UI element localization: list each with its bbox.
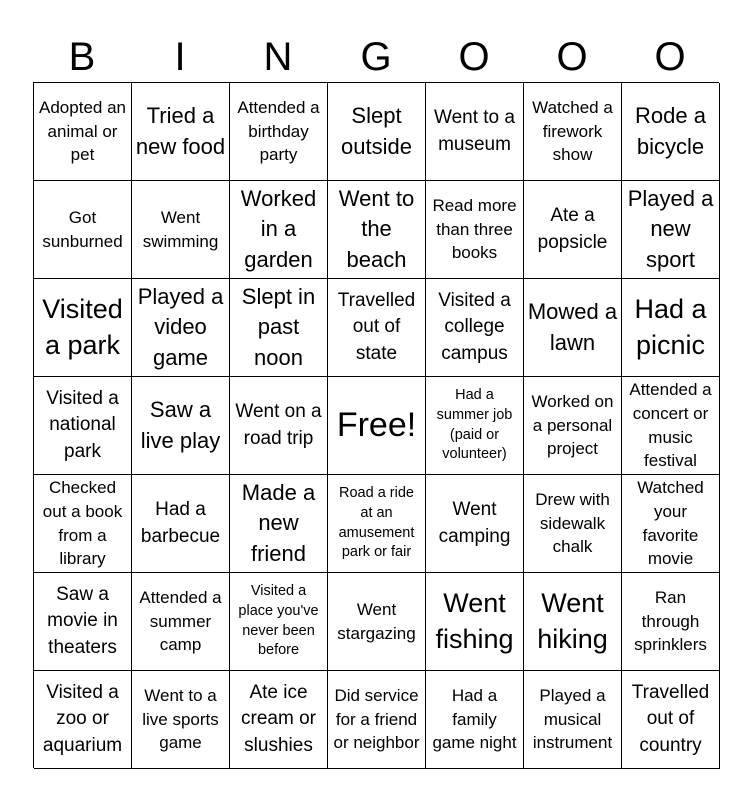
bingo-cell[interactable] [524, 475, 622, 573]
bingo-cell-text: Watched your favorite movie [637, 477, 704, 569]
bingo-cell[interactable] [132, 475, 230, 573]
bingo-cell[interactable] [34, 83, 132, 181]
bingo-cell[interactable] [524, 279, 622, 377]
bingo-cell[interactable] [132, 377, 230, 475]
bingo-cell-text: Attended a birthday party [237, 97, 320, 165]
bingo-cell[interactable] [230, 83, 328, 181]
bingo-header [33, 32, 719, 82]
bingo-cell[interactable] [426, 573, 524, 671]
bingo-cell[interactable] [34, 377, 132, 475]
bingo-cell-text: Watched a firework show [532, 97, 613, 165]
bingo-cell[interactable] [328, 83, 426, 181]
bingo-cell-text: Went camping [438, 498, 511, 547]
bingo-cell-text: Ate ice cream or slushies [241, 681, 316, 756]
bingo-cell[interactable] [524, 83, 622, 181]
header-letter: G [360, 35, 392, 79]
bingo-cell[interactable] [524, 671, 622, 769]
bingo-cell[interactable] [230, 279, 328, 377]
bingo-cell[interactable] [426, 377, 524, 475]
bingo-cell-text: Road a ride at an amusement park or fair [338, 485, 415, 561]
bingo-cell-text: Played a new sport [627, 185, 714, 272]
bingo-cell-text: Tried a new food [135, 103, 226, 159]
bingo-cell-text: Got sunburned [42, 207, 123, 251]
bingo-cell-text: Travelled out of country [631, 681, 710, 756]
bingo-cell-text: Had a family game night [432, 685, 517, 753]
bingo-cell-text: Free! [336, 406, 417, 445]
header-letter: N [263, 35, 293, 79]
bingo-cell-text: Went stargazing [337, 599, 416, 643]
bingo-cell[interactable] [622, 377, 720, 475]
bingo-cell-text: Went swimming [142, 207, 219, 251]
bingo-cell-text: Attended a summer camp [139, 587, 222, 655]
bingo-cell-text: Worked on a personal project [531, 391, 614, 459]
bingo-cell[interactable] [622, 475, 720, 573]
bingo-cell-text: Went to a live sports game [142, 685, 219, 753]
bingo-cell-text: Saw a live play [140, 397, 221, 453]
bingo-cell[interactable] [132, 279, 230, 377]
bingo-cell-text: Slept outside [341, 103, 412, 159]
bingo-cell-text: Read more than three books [432, 195, 517, 263]
bingo-cell[interactable] [622, 671, 720, 769]
bingo-cell[interactable] [524, 181, 622, 279]
bingo-cell[interactable] [34, 475, 132, 573]
bingo-cell-text: Worked in a garden [240, 185, 317, 272]
bingo-cell-text: Did service for a friend or neighbor [333, 685, 420, 753]
bingo-cell-text: Mowed a lawn [527, 299, 618, 355]
bingo-cell[interactable] [622, 279, 720, 377]
bingo-cell[interactable] [426, 671, 524, 769]
bingo-cell-text: Rode a bicycle [635, 103, 706, 159]
bingo-cell-text: Had a barbecue [140, 498, 221, 547]
bingo-cell-text: Went fishing [435, 587, 514, 654]
bingo-cell[interactable] [622, 573, 720, 671]
bingo-cell[interactable] [328, 279, 426, 377]
bingo-cell-text: Attended a concert or music festival [629, 379, 712, 471]
bingo-cell-text: Went to a museum [434, 106, 515, 155]
bingo-cell-text: Had a summer job (paid or volunteer) [436, 387, 513, 463]
header-letter: B [68, 35, 96, 79]
bingo-cell[interactable] [328, 475, 426, 573]
bingo-cell-text: Ate a popsicle [537, 204, 608, 253]
bingo-cell[interactable] [426, 475, 524, 573]
bingo-cell[interactable] [622, 83, 720, 181]
bingo-cell-text: Adopted an animal or pet [39, 97, 126, 165]
bingo-cell[interactable] [34, 181, 132, 279]
bingo-cell[interactable] [34, 279, 132, 377]
bingo-cell-text: Visited a zoo or aquarium [42, 681, 123, 756]
header-letter: O [556, 35, 588, 79]
bingo-cell[interactable] [426, 279, 524, 377]
bingo-cell-text: Visited a place you've never been before [238, 583, 319, 659]
bingo-cell-text: Ran through sprinklers [634, 587, 707, 655]
bingo-cell-text: Drew with sidewalk chalk [535, 489, 610, 557]
bingo-cell[interactable] [426, 181, 524, 279]
bingo-cell-text: Visited a park [42, 293, 123, 360]
bingo-cell-text: Travelled out of state [337, 289, 416, 364]
bingo-cell[interactable] [132, 573, 230, 671]
bingo-cell-text: Visited a national park [46, 387, 119, 462]
bingo-cell[interactable] [328, 671, 426, 769]
header-letter: I [174, 35, 186, 79]
bingo-cell-text: Made a new friend [241, 479, 316, 566]
header-letter: O [654, 35, 686, 79]
bingo-cell[interactable] [426, 83, 524, 181]
bingo-cell[interactable] [328, 573, 426, 671]
bingo-cell[interactable] [328, 181, 426, 279]
bingo-cell-text: Played a musical instrument [532, 685, 613, 753]
bingo-grid [33, 82, 719, 768]
bingo-cell-text: Slept in past noon [241, 283, 316, 370]
header-letter: O [458, 35, 490, 79]
bingo-cell[interactable] [230, 671, 328, 769]
bingo-cell-text: Saw a movie in theaters [47, 583, 118, 658]
bingo-cell-text: Had a picnic [634, 293, 707, 360]
bingo-cell-text: Played a video game [137, 283, 224, 370]
bingo-cell[interactable] [524, 377, 622, 475]
bingo-cell[interactable] [230, 181, 328, 279]
bingo-cell[interactable] [34, 671, 132, 769]
bingo-cell[interactable] [230, 475, 328, 573]
bingo-cell-text: Went to the beach [338, 185, 415, 272]
bingo-cell[interactable] [132, 181, 230, 279]
free-space-cell[interactable] [328, 377, 426, 475]
bingo-cell-text: Visited a college campus [438, 289, 511, 364]
bingo-cell[interactable] [622, 181, 720, 279]
bingo-cell-text: Checked out a book from a library [42, 477, 123, 569]
bingo-cell[interactable] [230, 377, 328, 475]
bingo-cell[interactable] [132, 671, 230, 769]
bingo-cell[interactable] [132, 83, 230, 181]
bingo-cell[interactable] [524, 573, 622, 671]
bingo-cell-text: Went hiking [537, 587, 608, 654]
bingo-cell[interactable] [230, 573, 328, 671]
bingo-cell-text: Went on a road trip [235, 400, 322, 449]
bingo-cell[interactable] [34, 573, 132, 671]
